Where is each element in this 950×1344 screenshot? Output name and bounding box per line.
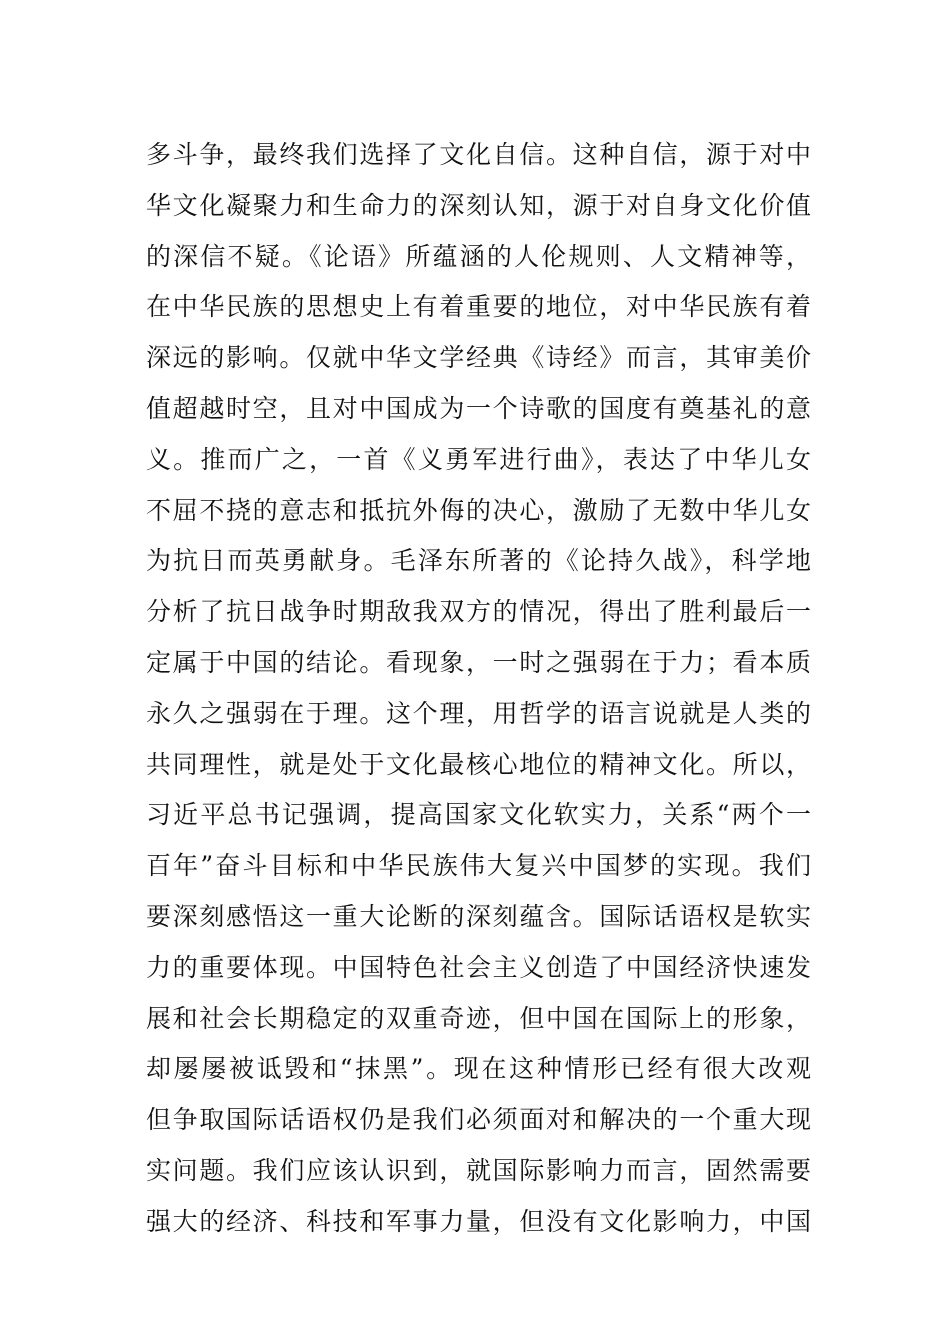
text-line: 习近平总书记强调，提高国家文化软实力，关系“两个一 (146, 800, 811, 830)
body-paragraph (146, 130, 811, 1248)
text-line: 力的重要体现。中国特色社会主义创造了中国经济快速发 (146, 952, 811, 982)
text-line: 华文化凝聚力和生命力的深刻认知，源于对自身文化价值 (146, 190, 811, 220)
text-line: 展和社会长期稳定的双重奇迹，但中国在国际上的形象， (146, 1003, 811, 1033)
text-line: 的深信不疑。《论语》所蕴涵的人伦规则、人文精神等， (146, 241, 811, 271)
text-line: 定属于中国的结论。看现象，一时之强弱在于力；看本质 (146, 647, 811, 677)
text-line: 但争取国际话语权仍是我们必须面对和解决的一个重大现 (146, 1105, 811, 1135)
text-line: 分析了抗日战争时期敌我双方的情况，得出了胜利最后一 (146, 597, 811, 627)
text-line: 深远的影响。仅就中华文学经典《诗经》而言，其审美价 (146, 343, 811, 373)
text-line: 实问题。我们应该认识到，就国际影响力而言，固然需要 (146, 1155, 811, 1185)
text-line: 为抗日而英勇献身。毛泽东所著的《论持久战》，科学地 (146, 546, 811, 576)
text-line: 义。推而广之，一首《义勇军进行曲》，表达了中华儿女 (146, 444, 811, 474)
text-line: 永久之强弱在于理。这个理，用哲学的语言说就是人类的 (146, 698, 811, 728)
text-line: 在中华民族的思想史上有着重要的地位，对中华民族有着 (146, 292, 811, 322)
text-line: 要深刻感悟这一重大论断的深刻蕴含。国际话语权是软实 (146, 901, 811, 931)
text-line: 不屈不挠的意志和抵抗外侮的决心，激励了无数中华儿女 (146, 495, 811, 525)
text-line: 强大的经济、科技和军事力量，但没有文化影响力，中国 (146, 1206, 811, 1236)
text-line: 多斗争，最终我们选择了文化自信。这种自信，源于对中 (146, 140, 811, 169)
text-line: 共同理性，就是处于文化最核心地位的精神文化。所以， (146, 749, 811, 779)
text-line: 值超越时空，且对中国成为一个诗歌的国度有奠基礼的意 (146, 393, 811, 423)
text-line: 却屡屡被诋毁和“抹黑”。现在这种情形已经有很大改观 (146, 1054, 811, 1084)
text-line: 百年”奋斗目标和中华民族伟大复兴中国梦的实现。我们 (146, 851, 811, 881)
